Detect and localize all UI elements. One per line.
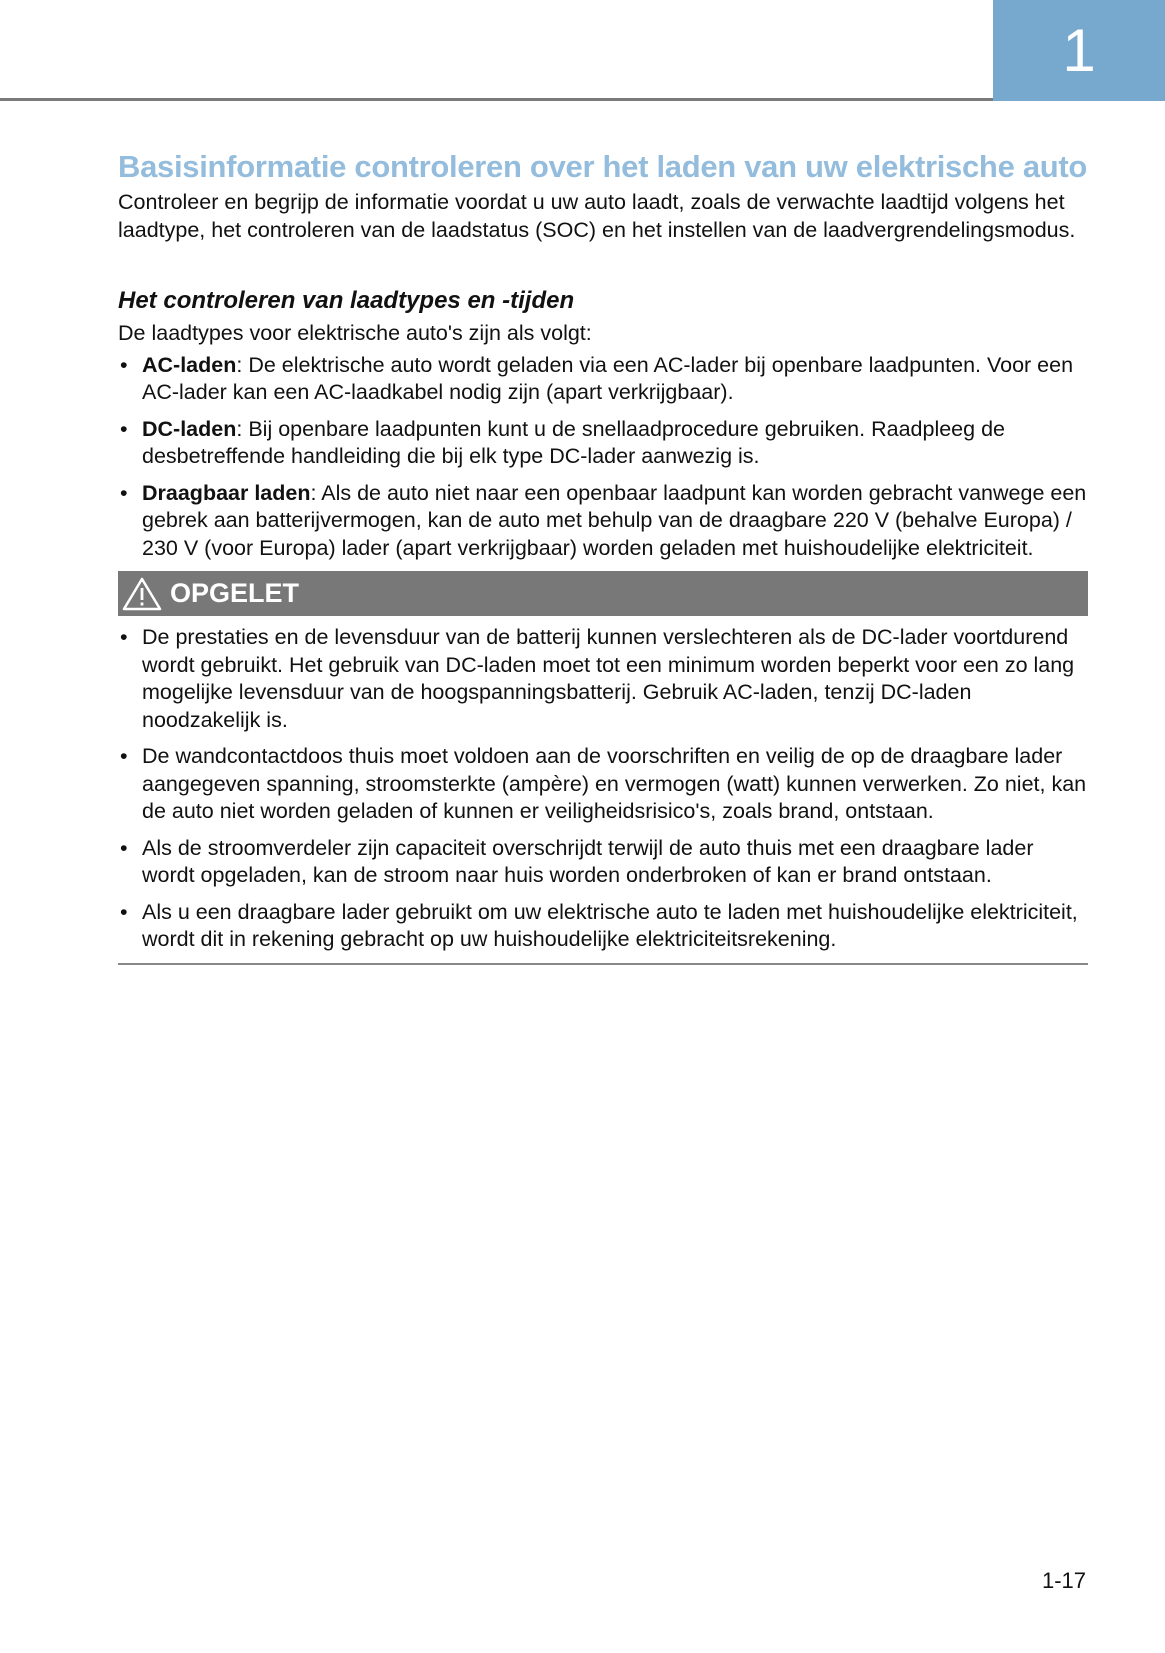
item-text: : Bij openbare laadpunten kunt u de snellaadprocedure gebruiken. Raadpleeg de desbetreffende handleiding die bij elk type DC-lader aanwezig is.	[142, 416, 1005, 468]
intro-paragraph: Controleer en begrijp de informatie voordat u uw auto laadt, zoals de verwachte laadtijd volgens het laadtype, het controleren van de laadstatus (SOC) en het instellen van de laadvergrendelingsmodus.	[118, 190, 1076, 242]
item-term: Draagbaar laden	[142, 480, 311, 505]
item-text: : Als de auto niet naar een openbaar laadpunt kan worden gebracht vanwege een gebrek aan batterijvermogen, kan de auto met behulp van de draagbare 220 V (behalve Europa) / 230 V (voor Europa) lader (apart verkrijgbaar) worden geladen met huishoudelijke elektriciteit.	[142, 480, 1087, 560]
list-item	[118, 416, 1088, 471]
item-term: DC-laden	[142, 416, 237, 441]
list-item: • De prestaties en de levensduur van de batterij kunnen verslechteren als de DC-lader voortdurend wordt gebruikt. Het gebruik van DC-laden moet tot een minimum worden beperkt voor een zo lang mogelijke levensduur van de hoogspanningsbatterij. Gebruik AC-laden, tenzij DC-laden noodzakelijk is.	[118, 624, 1088, 734]
header-rule	[0, 98, 993, 101]
chapter-number: 1	[1062, 17, 1096, 84]
page-content	[118, 150, 1088, 965]
list-item	[118, 480, 1088, 563]
section-heading: Het controleren van laadtypes en -tijden	[118, 287, 575, 314]
page-title: Basisinformatie controleren over het laden van uw elektrische auto	[118, 149, 1088, 184]
list-item: • De wandcontactdoos thuis moet voldoen aan de voorschriften en veilig de op de draagbare lader aangegeven spanning, stroomsterkte (ampère) en vermogen (watt) kunnen verwerken. Zo niet, kan de auto niet worden geladen of kunnen er veiligheidsrisico's, zoals brand, ontstaan.	[118, 743, 1088, 826]
section-lead: De laadtypes voor elektrische auto's zijn als volgt:	[118, 321, 592, 345]
warning-end-rule	[118, 963, 1088, 965]
list-item: • Als de stroomverdeler zijn capaciteit overschrijdt terwijl de auto thuis met een draagbare lader wordt opgeladen, kan de stroom naar huis worden onderbroken of kan er brand ontstaan.	[118, 835, 1088, 890]
item-text: : De elektrische auto wordt geladen via een AC-lader bij openbare laadpunten. Voor een AC-lader kan een AC-laadkabel nodig zijn (apart verkrijgbaar).	[142, 352, 1074, 404]
warning-triangle-icon	[122, 577, 162, 611]
charging-types-list	[118, 352, 1088, 563]
item-term: AC-laden	[142, 352, 237, 377]
chapter-tab	[993, 0, 1165, 101]
warning-banner	[118, 571, 1088, 616]
warning-label: OPGELET	[170, 578, 300, 608]
list-item: • Als u een draagbare lader gebruikt om uw elektrische auto te laden met huishoudelijke elektriciteit, wordt dit in rekening gebracht op uw huishoudelijke elektriciteitsrekening.	[118, 899, 1088, 954]
warning-list	[118, 624, 1088, 954]
list-item	[118, 352, 1088, 407]
page-number: 1-17	[1041, 1568, 1086, 1593]
